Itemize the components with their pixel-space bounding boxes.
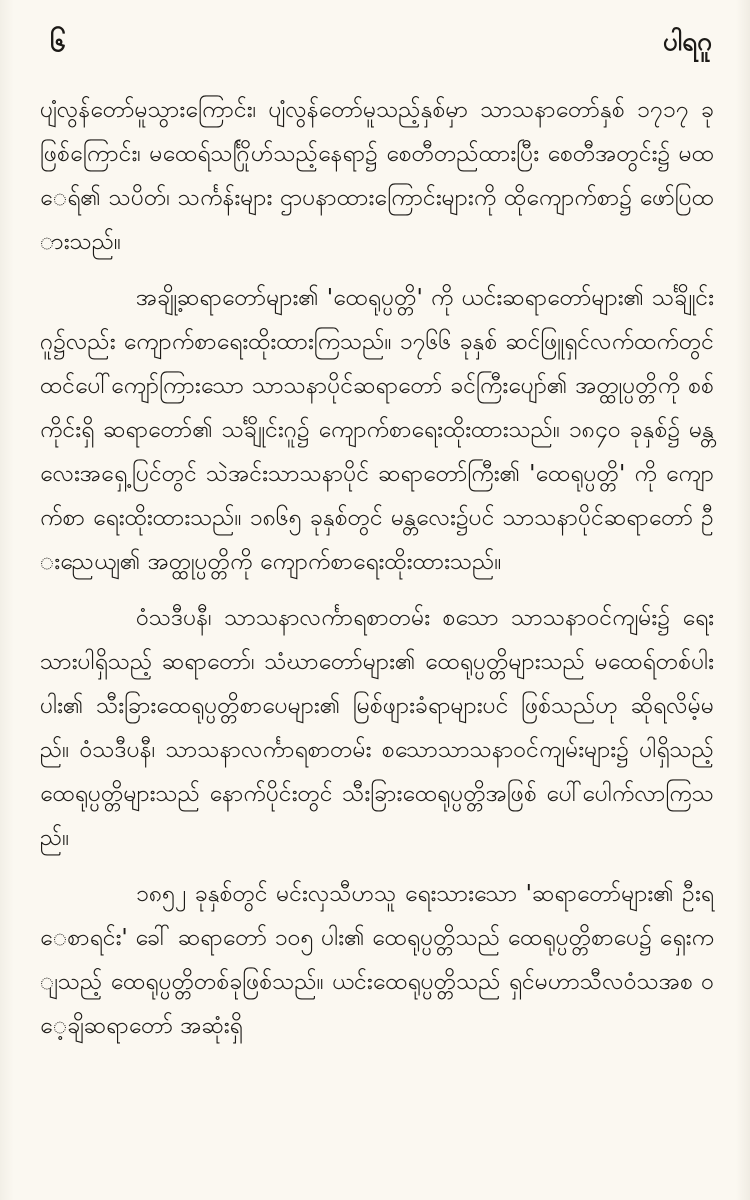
running-title: ပါရဂူ (662, 27, 712, 57)
paragraph-4: ၁၈၅၂ ခုနှစ်တွင် မင်းလှသီဟသူ ရေးသားသော 'ဆရာတော်များ၏ ဦးရေစာရင်း' ခေါ် ဆရာတော် ၁၀၅ ပါး၏ ထေရုပ္ပတ္တိသည် ထေရုပ္ပတ္တိစာပေ၌ ရှေးကျသည့် ထေရုပ္ပတ္တိတစ်ခုဖြစ်သည်။ ယင်းထေရုပ္ပတ္တိသည် ရှင်မဟာသီလဝံသအစ ဝေ့ချိဆရာတော် အဆုံးရှိ (40, 881, 714, 1039)
paragraph-2: အချို့ဆရာတော်များ၏ 'ထေရုပ္ပတ္တိ' ကို ယင်းဆရာတော်များ၏ သင်္ချိုင်းဂူ၌လည်း ကျောက်စာရေးထိုးထားကြသည်။ ၁၇၆၆ ခုနှစ် ဆင်ဖြူရှင်လက်ထက်တွင် ထင်ပေါ်ကျော်ကြားသော သာသနာပိုင်ဆရာတော် ခင်ကြီးပျော်၏ အတ္ထုပ္ပတ္တိကို စစ်ကိုင်းရှိ ဆရာတော်၏ သင်္ချိုင်းဂူ၌ ကျောက်စာရေးထိုးထားသည်။ ၁၈၄၀ ခုနှစ်၌ မန္တလေးအရှေ့ပြင်တွင် သဲအင်းသာသနာပိုင် ဆရာတော်ကြီး၏ 'ထေရုပ္ပတ္တိ' ကို ကျောက်စာ ရေးထိုးထားသည်။ ၁၈၆၅ ခုနှစ်တွင် မန္တလေး၌ပင် သာသနာပိုင်ဆရာတော် ဦးညေယျ၏ အတ္ထုပ္ပတ္တိကို ကျောက်စာရေးထိုးထားသည်။ (40, 285, 714, 575)
paragraph-3: ဝံသဒီပနီ၊ သာသနာလင်္ကာရစာတမ်း စသော သာသနာဝင်ကျမ်း၌ ရေးသားပါရှိသည့် ဆရာတော်၊ သံဃာတော်များ၏ ထေရုပ္ပတ္တိများသည် မထေရ်တစ်ပါးပါး၏ သီးခြားထေရုပ္ပတ္တိစာပေများ၏ မြစ်ဖျားခံရာများပင် ဖြစ်သည်ဟု ဆိုရလိမ့်မည်။ ဝံသဒီပနီ၊ သာသနာလင်္ကာရစာတမ်း စသောသာသနာဝင်ကျမ်းများ၌ ပါရှိသည့် ထေရုပ္ပတ္တိများသည် နောက်ပိုင်းတွင် သီးခြားထေရုပ္ပတ္တိအဖြစ် ပေါ်ပေါက်လာကြသည်။ (40, 605, 714, 851)
body-text (40, 88, 714, 1060)
page-number: ၆ (50, 25, 66, 58)
paragraph-1: ပျံလွန်တော်မူသွားကြောင်း၊ ပျံလွန်တော်မူသည့်နှစ်မှာ သာသနာတော်နှစ် ၁၇၁၇ ခု ဖြစ်ကြောင်း၊ မထေရ်သင်္ဂြိုဟ်သည့်နေရာ၌ စေတီတည်ထားပြီး စေတီအတွင်း၌ မထေရ်၏ သပိတ်၊ သင်္ကန်းများ ဌာပနာထားကြောင်းများကို ထိုကျောက်စာ၌ ဖော်ပြထားသည်။ (40, 97, 714, 255)
page-header (38, 12, 712, 72)
